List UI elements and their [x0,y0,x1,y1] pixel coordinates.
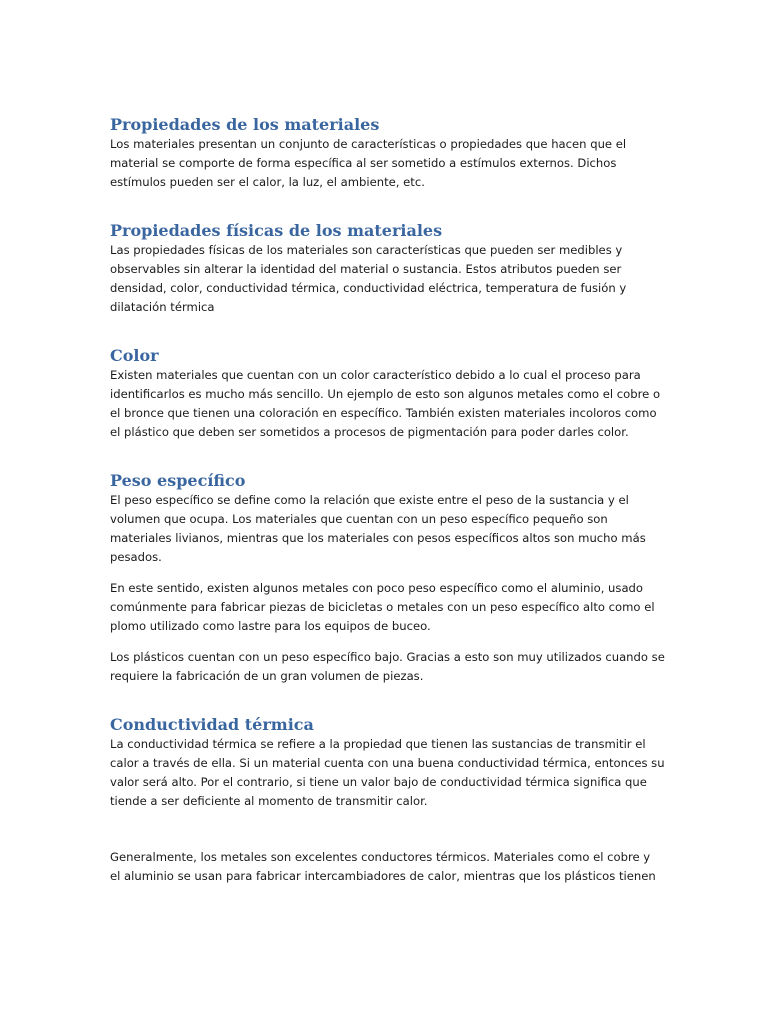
text-line: Existen materiales que cuentan con un color característico debido a lo cual el proceso para [110,368,641,382]
text-line: Generalmente, los metales son excelentes conductores térmicos. Materiales como el cobre y [110,850,651,864]
text-line: requiere la fabricación de un gran volumen de piezas. [110,669,424,683]
paragraph [110,135,660,192]
text-line: calor a través de ella. Si un material cuenta con una buena conductividad térmica, entonces su [110,756,665,770]
text-line: pesados. [110,550,162,564]
text-line: el bronce que tienen una coloración en específico. También existen materiales incoloros como [110,406,657,420]
text-line: estímulos pueden ser el calor, la luz, el ambiente, etc. [110,175,425,189]
text-line: En este sentido, existen algunos metales con poco peso específico como el aluminio, usado [110,581,644,595]
text-line: valor será alto. Por el contrario, si tiene un valor bajo de conductividad térmica significa que [110,775,647,789]
text-line: densidad, color, conductividad térmica, conductividad eléctrica, temperatura de fusión y [110,281,627,295]
text-line: observables sin alterar la identidad del material o sustancia. Estos atributos pueden ser [110,262,622,276]
document-body [110,115,665,886]
text-line: plomo utilizado como lastre para los equipos de buceo. [110,619,431,633]
text-line: Los plásticos cuentan con un peso específico bajo. Gracias a esto son muy utilizados cuando se [110,650,665,664]
text-line: materiales livianos, mientras que los materiales con pesos específicos altos son mucho más [110,531,646,545]
section-heading: Peso específico [110,471,246,490]
section-heading: Conductividad térmica [110,715,314,734]
text-line: El peso específico se define como la relación que existe entre el peso de la sustancia y el [110,493,629,507]
paragraph [110,848,660,886]
text-line: el plástico que deben ser sometidos a procesos de pigmentación para poder darles color. [110,425,629,439]
text-line: La conductividad térmica se refiere a la propiedad que tienen las sustancias de transmitir el [110,737,646,751]
text-line: Los materiales presentan un conjunto de características o propiedades que hacen que el [110,137,627,151]
paragraph [110,241,660,317]
paragraph [110,648,665,686]
section-heading: Propiedades de los materiales [110,115,380,134]
paragraph [110,735,665,811]
text-line: el aluminio se usan para fabricar intercambiadores de calor, mientras que los plásticos tienen [110,869,656,883]
section-heading: Color [110,346,159,365]
paragraph [110,366,660,442]
text-line: volumen que ocupa. Los materiales que cuentan con un peso específico pequeño son [110,512,608,526]
text-line: comúnmente para fabricar piezas de bicicletas o metales con un peso específico alto como el [110,600,655,614]
text-line: material se comporte de forma específica al ser sometido a estímulos externos. Dichos [110,156,617,170]
paragraph [110,491,660,567]
section-heading: Propiedades físicas de los materiales [110,221,443,240]
text-line: tiende a ser deficiente al momento de transmitir calor. [110,794,428,808]
text-line: identificarlos es mucho más sencillo. Un ejemplo de esto son algunos metales como el cobre o [110,387,661,401]
text-line: Las propiedades físicas de los materiales son características que pueden ser medibles y [110,243,623,257]
text-line: dilatación térmica [110,300,215,314]
paragraph [110,579,660,636]
